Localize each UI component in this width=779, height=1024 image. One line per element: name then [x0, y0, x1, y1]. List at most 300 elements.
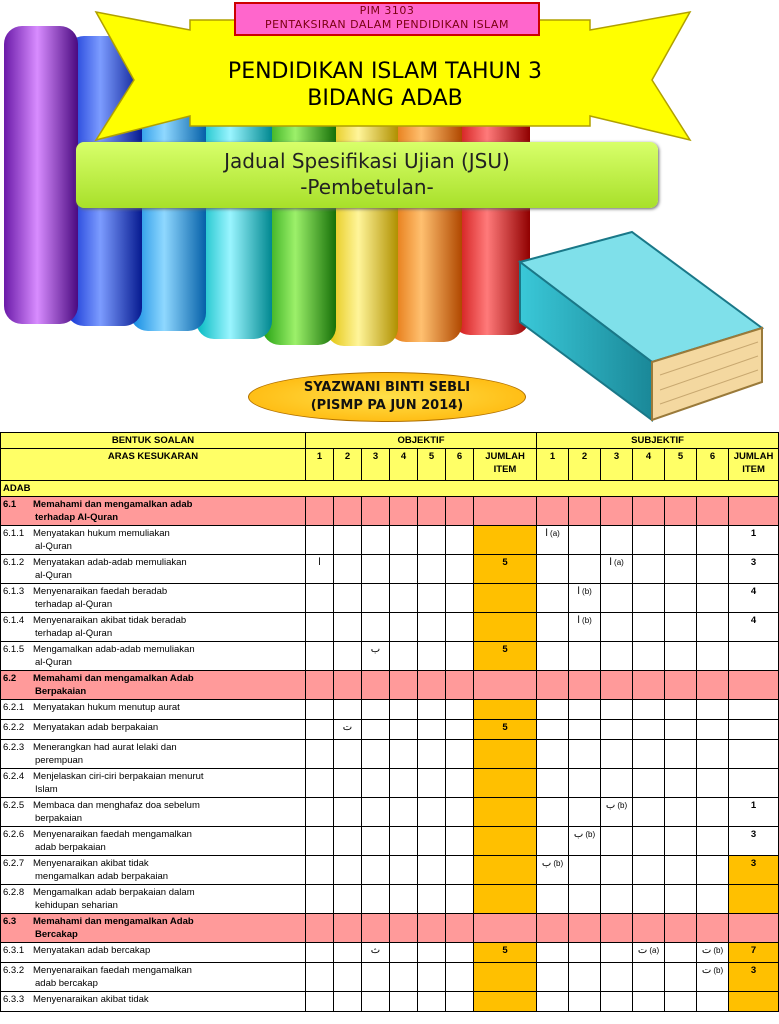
obj-cell-5 [418, 720, 446, 740]
sub-level: 5 [665, 449, 697, 481]
header-row-2 [1, 449, 779, 481]
obj-cell-6 [446, 769, 474, 798]
obj-cell-2 [334, 885, 362, 914]
sub-cell-1 [537, 555, 569, 584]
obj-cell-6 [446, 856, 474, 885]
item-description [1, 798, 306, 827]
sub-cell-4 [633, 943, 665, 963]
sub-cell-2 [569, 856, 601, 885]
sub-cell-1 [537, 700, 569, 720]
obj-total [474, 992, 537, 1012]
obj-cell-6 [446, 497, 474, 526]
item-row [1, 856, 779, 885]
section-title [1, 497, 306, 526]
sub-cell-2 [569, 497, 601, 526]
obj-total [474, 827, 537, 856]
obj-cell-6 [446, 584, 474, 613]
item-row [1, 963, 779, 992]
sub-total-value: 3 [750, 965, 757, 976]
sub-cell-4 [633, 914, 665, 943]
item-description [1, 642, 306, 671]
obj-cell-5 [418, 798, 446, 827]
sub-cell-2 [569, 798, 601, 827]
sub-cell-4 [633, 613, 665, 642]
obj-cell-1 [306, 584, 334, 613]
item-text-cont: Berpakaian [35, 686, 87, 697]
course-ribbon [234, 2, 540, 36]
title-line-2: BIDANG ADAB [307, 86, 463, 111]
item-row [1, 613, 779, 642]
sub-cell-5 [665, 720, 697, 740]
obj-cell-1 [306, 740, 334, 769]
item-code: 6.2.6 [3, 829, 25, 840]
sub-cell-4 [633, 798, 665, 827]
obj-cell-4 [390, 671, 418, 700]
sub-mark: ا [577, 586, 581, 597]
obj-cell-4 [390, 555, 418, 584]
section-title [1, 914, 306, 943]
item-text-cont: al-Quran [35, 570, 72, 581]
obj-cell-3 [362, 671, 390, 700]
obj-total [474, 642, 537, 671]
sub-cell-5 [665, 885, 697, 914]
sub-cell-1 [537, 963, 569, 992]
sub-mark: ا [545, 528, 549, 539]
sub-cell-3 [601, 642, 633, 671]
item-description [1, 740, 306, 769]
obj-cell-6 [446, 827, 474, 856]
sub-cell-3 [601, 963, 633, 992]
item-text-cont: mengamalkan adab berpakaian [35, 871, 169, 882]
obj-cell-5 [418, 555, 446, 584]
sub-total [729, 526, 779, 555]
obj-cell-1 [306, 992, 334, 1012]
obj-level: 3 [362, 449, 390, 481]
sub-cell-5 [665, 798, 697, 827]
item-code: 6.2.4 [3, 771, 25, 782]
obj-cell-1 [306, 613, 334, 642]
obj-cell-1 [306, 769, 334, 798]
obj-cell-1 [306, 642, 334, 671]
sub-cell-2 [569, 526, 601, 555]
sub-cell-6 [697, 497, 729, 526]
sub-cell-4 [633, 769, 665, 798]
item-text-cont: perempuan [35, 755, 84, 766]
item-description [1, 555, 306, 584]
sub-total-value: 4 [750, 586, 757, 597]
item-row [1, 584, 779, 613]
item-text-cont: al-Quran [35, 657, 72, 668]
obj-cell-5 [418, 992, 446, 1012]
sub-cell-2 [569, 992, 601, 1012]
obj-cell-5 [418, 914, 446, 943]
item-text: Menyenaraikan faedah mengamalkan [33, 965, 192, 976]
book-purple [4, 26, 78, 324]
sub-cell-5 [665, 555, 697, 584]
item-row [1, 885, 779, 914]
obj-cell-2 [334, 671, 362, 700]
sub-cell-1 [537, 769, 569, 798]
sub-cell-5 [665, 769, 697, 798]
sub-cell-1 [537, 798, 569, 827]
header-aras-kesukaran: ARAS KESUKARAN [1, 449, 306, 481]
header-row-1 [1, 433, 779, 449]
obj-cell-4 [390, 613, 418, 642]
item-row [1, 943, 779, 963]
obj-cell-5 [418, 963, 446, 992]
sub-cell-5 [665, 827, 697, 856]
item-code: 6.2.7 [3, 858, 25, 869]
sub-cell-3 [601, 613, 633, 642]
sub-cell-4 [633, 584, 665, 613]
sub-total [729, 671, 779, 700]
sub-mark: ت [637, 945, 648, 956]
obj-total-value: 5 [502, 945, 508, 956]
course-name: PENTAKSIRAN DALAM PENDIDIKAN ISLAM [265, 18, 509, 31]
obj-total [474, 720, 537, 740]
item-text: Memahami dan mengamalkan Adab [33, 673, 194, 684]
subtitle-line-1: Jadual Spesifikasi Ujian (JSU) [224, 149, 510, 173]
course-code: PIM 3103 [359, 4, 415, 17]
item-code: 6.2.5 [3, 800, 25, 811]
obj-mark: ث [370, 945, 381, 956]
obj-cell-6 [446, 671, 474, 700]
sub-cell-5 [665, 584, 697, 613]
domain-label: ADAB [1, 481, 779, 497]
obj-mark: ا [318, 557, 321, 568]
obj-cell-2 [334, 798, 362, 827]
item-text-cont: berpakaian [35, 813, 83, 824]
sub-cell-4 [633, 555, 665, 584]
obj-total [474, 584, 537, 613]
sub-cell-4 [633, 642, 665, 671]
obj-cell-6 [446, 992, 474, 1012]
sub-mark-note: (b) [713, 966, 724, 975]
sub-cell-5 [665, 497, 697, 526]
item-code: 6.1.2 [3, 557, 25, 568]
obj-total [474, 943, 537, 963]
item-row [1, 642, 779, 671]
single-book [520, 232, 762, 420]
sub-cell-1 [537, 671, 569, 700]
sub-cell-6 [697, 827, 729, 856]
item-text: Menyenaraikan akibat tidak [33, 858, 149, 869]
obj-cell-5 [418, 700, 446, 720]
obj-cell-4 [390, 769, 418, 798]
obj-cell-4 [390, 497, 418, 526]
section-row [1, 914, 779, 943]
domain-row [1, 481, 779, 497]
obj-cell-3 [362, 798, 390, 827]
obj-cell-3 [362, 885, 390, 914]
cover-slide [0, 0, 768, 430]
obj-cell-4 [390, 943, 418, 963]
sub-cell-3 [601, 914, 633, 943]
sub-cell-4 [633, 740, 665, 769]
sub-total [729, 555, 779, 584]
obj-cell-3 [362, 526, 390, 555]
sub-mark-note: (b) [617, 801, 628, 810]
obj-level: 1 [306, 449, 334, 481]
item-text: Menjelaskan ciri-ciri berpakaian menurut [33, 771, 204, 782]
sub-cell-3 [601, 769, 633, 798]
obj-cell-2 [334, 943, 362, 963]
sub-cell-5 [665, 613, 697, 642]
obj-cell-4 [390, 885, 418, 914]
item-description [1, 943, 306, 963]
item-code: 6.3.1 [3, 945, 25, 956]
obj-cell-2 [334, 642, 362, 671]
obj-cell-5 [418, 740, 446, 769]
obj-total [474, 740, 537, 769]
item-row [1, 740, 779, 769]
obj-cell-2 [334, 555, 362, 584]
obj-cell-4 [390, 700, 418, 720]
obj-cell-6 [446, 943, 474, 963]
header-bentuk-soalan: BENTUK SOALAN [1, 433, 306, 449]
obj-cell-4 [390, 914, 418, 943]
sub-total [729, 720, 779, 740]
item-code: 6.2.8 [3, 887, 25, 898]
obj-cell-2 [334, 613, 362, 642]
sub-cell-5 [665, 740, 697, 769]
title-line-1: PENDIDIKAN ISLAM TAHUN 3 [227, 59, 543, 84]
obj-cell-3 [362, 584, 390, 613]
sub-cell-6 [697, 769, 729, 798]
sub-cell-6 [697, 700, 729, 720]
obj-total [474, 769, 537, 798]
obj-cell-4 [390, 856, 418, 885]
item-code: 6.3.2 [3, 965, 25, 976]
item-text: Menyatakan adab bercakap [33, 945, 151, 956]
sub-cell-2 [569, 943, 601, 963]
sub-total-value: 3 [750, 829, 757, 840]
sub-total [729, 914, 779, 943]
sub-cell-3 [601, 526, 633, 555]
sub-cell-2 [569, 914, 601, 943]
sub-mark: ا [609, 557, 613, 568]
sub-mark-note: (b) [582, 587, 592, 596]
obj-total [474, 914, 537, 943]
section-title [1, 671, 306, 700]
obj-cell-1 [306, 671, 334, 700]
item-text-cont: terhadap al-Quran [35, 599, 113, 610]
obj-cell-3 [362, 740, 390, 769]
sub-cell-1 [537, 526, 569, 555]
item-text-cont: kehidupan seharian [35, 900, 118, 911]
obj-cell-4 [390, 963, 418, 992]
obj-total [474, 555, 537, 584]
sub-cell-2 [569, 584, 601, 613]
item-row [1, 526, 779, 555]
header-subjektif: SUBJEKTIF [537, 433, 779, 449]
sub-mark: ب [573, 829, 584, 840]
sub-total [729, 963, 779, 992]
sub-cell-3 [601, 885, 633, 914]
obj-cell-1 [306, 914, 334, 943]
obj-cell-5 [418, 769, 446, 798]
sub-cell-4 [633, 526, 665, 555]
obj-level: 2 [334, 449, 362, 481]
sub-total [729, 497, 779, 526]
sub-cell-6 [697, 671, 729, 700]
sub-cell-3 [601, 856, 633, 885]
sub-mark-note: (a) [649, 946, 660, 955]
obj-cell-1 [306, 497, 334, 526]
sub-cell-1 [537, 914, 569, 943]
item-text: Menyatakan adab berpakaian [33, 722, 159, 733]
obj-total [474, 526, 537, 555]
sub-cell-1 [537, 856, 569, 885]
obj-total [474, 671, 537, 700]
sub-cell-2 [569, 963, 601, 992]
sub-cell-6 [697, 720, 729, 740]
sub-cell-3 [601, 827, 633, 856]
obj-cell-1 [306, 798, 334, 827]
sub-cell-4 [633, 963, 665, 992]
sub-total [729, 613, 779, 642]
item-text: Membaca dan menghafaz doa sebelum [33, 800, 200, 811]
obj-cell-2 [334, 992, 362, 1012]
obj-total [474, 497, 537, 526]
obj-cell-6 [446, 613, 474, 642]
sub-cell-1 [537, 497, 569, 526]
sub-cell-2 [569, 769, 601, 798]
item-code: 6.1.5 [3, 644, 25, 655]
item-code: 6.3 [3, 916, 17, 927]
obj-level: 4 [390, 449, 418, 481]
obj-cell-2 [334, 740, 362, 769]
item-code: 6.2 [3, 673, 17, 684]
obj-cell-5 [418, 584, 446, 613]
author-name: SYAZWANI BINTI SEBLI [303, 380, 471, 395]
sub-cell-6 [697, 613, 729, 642]
sub-cell-6 [697, 914, 729, 943]
sub-cell-2 [569, 555, 601, 584]
sub-level: 4 [633, 449, 665, 481]
sub-cell-5 [665, 963, 697, 992]
item-description [1, 885, 306, 914]
obj-cell-5 [418, 827, 446, 856]
obj-total [474, 963, 537, 992]
sub-level: 1 [537, 449, 569, 481]
sub-cell-6 [697, 943, 729, 963]
obj-cell-5 [418, 943, 446, 963]
sub-cell-1 [537, 740, 569, 769]
obj-cell-1 [306, 555, 334, 584]
sub-mark-note: (b) [713, 946, 724, 955]
item-description [1, 856, 306, 885]
item-row [1, 827, 779, 856]
sub-cell-2 [569, 720, 601, 740]
sub-cell-5 [665, 914, 697, 943]
item-description [1, 584, 306, 613]
sub-cell-6 [697, 642, 729, 671]
sub-mark: ت [701, 945, 712, 956]
sub-mark-note: (b) [585, 830, 596, 839]
author-program: (PISMP PA JUN 2014) [310, 398, 464, 413]
sub-cell-2 [569, 885, 601, 914]
section-row [1, 497, 779, 526]
item-text: Menyatakan hukum menutup aurat [33, 702, 180, 713]
sub-mark: ب [605, 800, 616, 811]
obj-cell-6 [446, 914, 474, 943]
sub-cell-4 [633, 856, 665, 885]
item-text-cont: Bercakap [35, 929, 78, 940]
obj-cell-2 [334, 769, 362, 798]
item-description [1, 526, 306, 555]
obj-cell-2 [334, 720, 362, 740]
item-text-cont: adab bercakap [35, 978, 98, 989]
sub-cell-2 [569, 613, 601, 642]
sub-cell-3 [601, 943, 633, 963]
obj-cell-5 [418, 885, 446, 914]
sub-cell-4 [633, 720, 665, 740]
obj-cell-6 [446, 700, 474, 720]
obj-cell-5 [418, 526, 446, 555]
item-text-cont: terhadap Al-Quran [35, 512, 119, 523]
obj-cell-3 [362, 992, 390, 1012]
obj-cell-1 [306, 963, 334, 992]
sub-total-value: 3 [750, 858, 757, 869]
obj-cell-4 [390, 992, 418, 1012]
sub-cell-5 [665, 671, 697, 700]
sub-cell-1 [537, 642, 569, 671]
sub-cell-2 [569, 740, 601, 769]
sub-cell-1 [537, 992, 569, 1012]
sub-jumlah-item: JUMLAH ITEM [729, 449, 779, 481]
obj-cell-5 [418, 671, 446, 700]
obj-cell-1 [306, 856, 334, 885]
sub-mark-note: (a) [550, 529, 560, 538]
sub-cell-5 [665, 642, 697, 671]
sub-cell-3 [601, 798, 633, 827]
sub-cell-3 [601, 720, 633, 740]
item-row [1, 992, 779, 1012]
item-row [1, 555, 779, 584]
sub-total-value: 1 [750, 800, 757, 811]
sub-cell-6 [697, 856, 729, 885]
obj-cell-6 [446, 798, 474, 827]
obj-cell-6 [446, 740, 474, 769]
item-code: 6.1.4 [3, 615, 25, 626]
sub-level: 3 [601, 449, 633, 481]
obj-cell-1 [306, 526, 334, 555]
sub-total [729, 943, 779, 963]
sub-cell-1 [537, 584, 569, 613]
sub-total [729, 700, 779, 720]
sub-cell-3 [601, 700, 633, 720]
sub-total-value: 3 [750, 557, 757, 568]
item-code: 6.3.3 [3, 994, 25, 1005]
obj-cell-5 [418, 497, 446, 526]
sub-total-value: 1 [750, 528, 757, 539]
obj-total [474, 885, 537, 914]
obj-cell-6 [446, 555, 474, 584]
sub-cell-4 [633, 671, 665, 700]
obj-cell-3 [362, 856, 390, 885]
item-description [1, 613, 306, 642]
obj-cell-6 [446, 720, 474, 740]
obj-cell-2 [334, 827, 362, 856]
obj-level: 5 [418, 449, 446, 481]
item-text: Menyatakan hukum memuliakan [33, 528, 170, 539]
item-row [1, 769, 779, 798]
obj-cell-3 [362, 827, 390, 856]
item-text: Menyatakan adab-adab memuliakan [33, 557, 187, 568]
sub-mark-note: (b) [553, 859, 564, 868]
item-code: 6.1.3 [3, 586, 25, 597]
